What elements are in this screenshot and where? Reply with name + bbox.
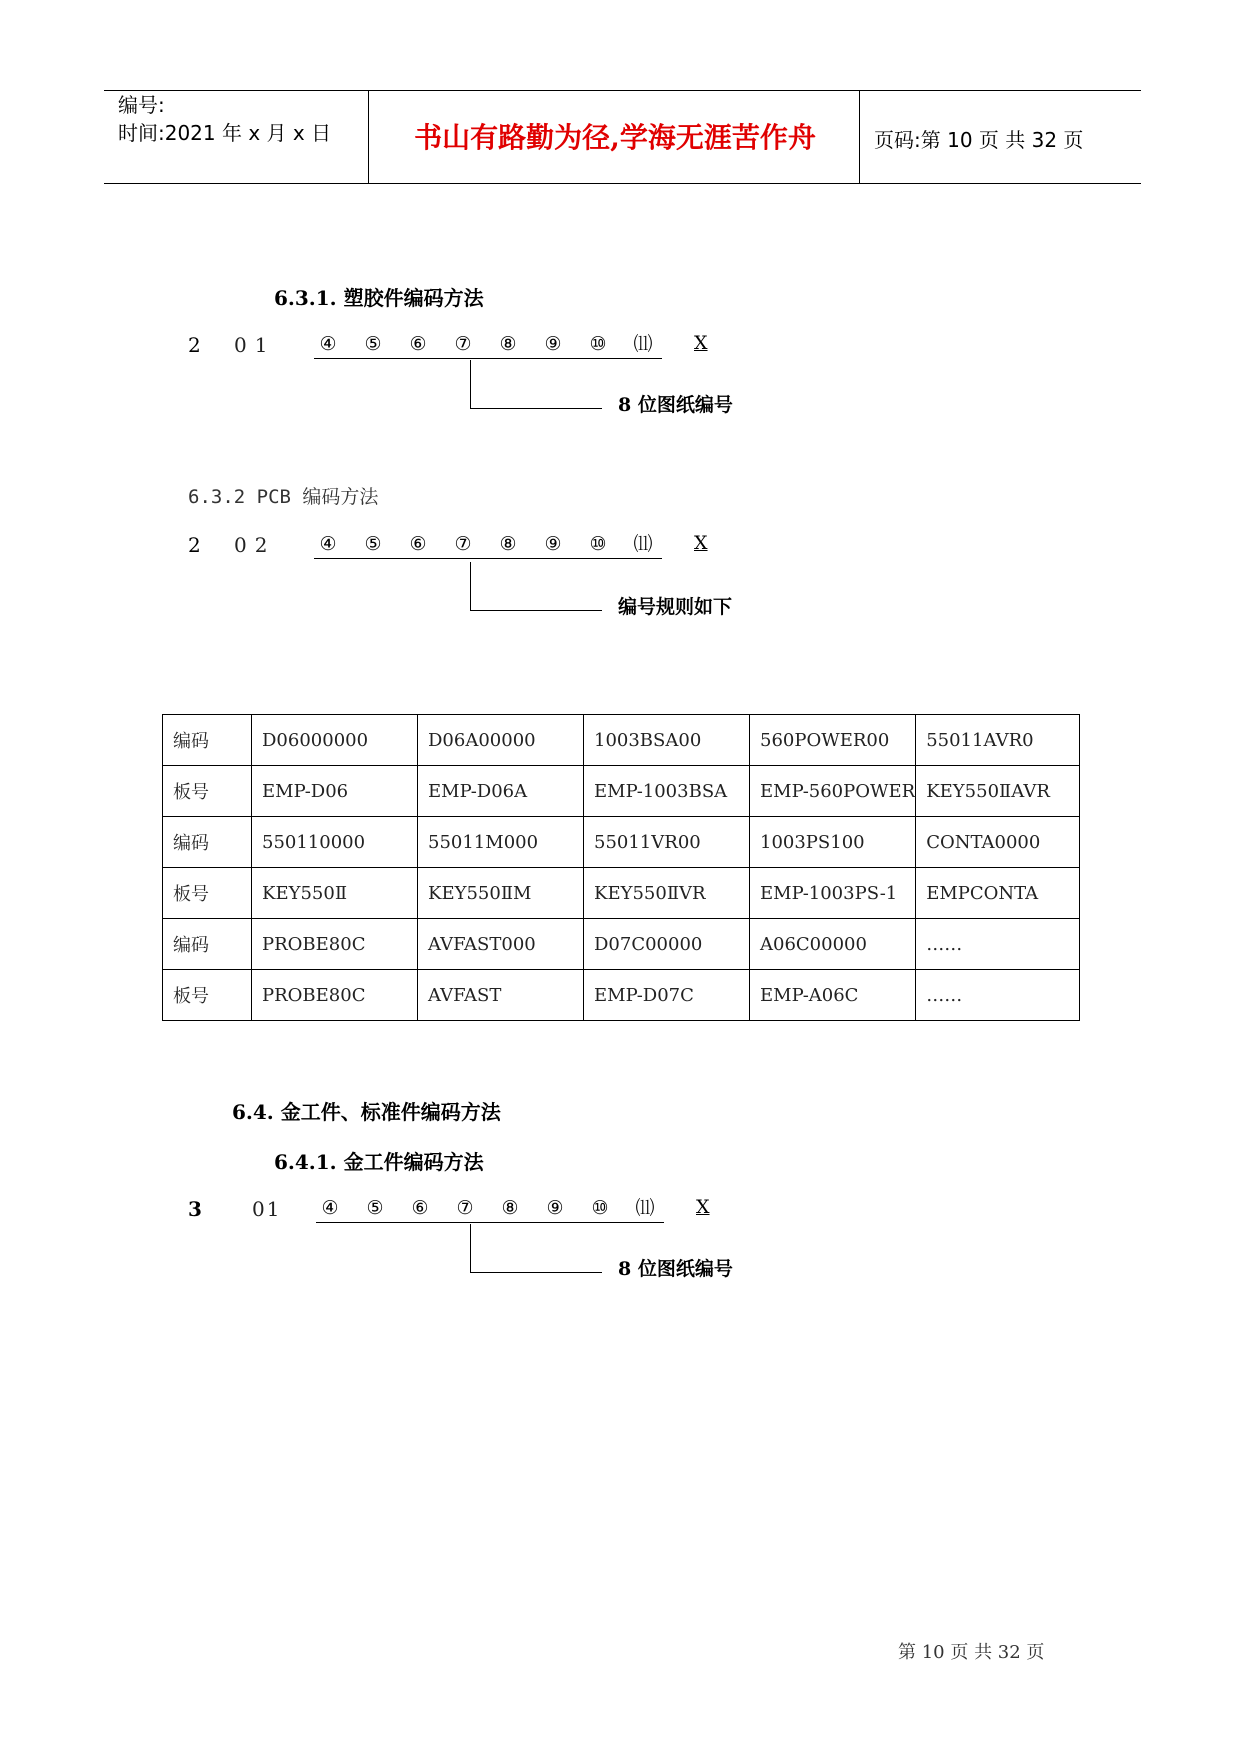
section-heading-6-4: 6.4. 金工件、标准件编码方法 [232,1100,501,1124]
header-time-label: 时间:2021 年 x 月 x 日 [118,121,332,145]
table-cell: 1003BSA00 [584,715,750,766]
code-digit-group [316,1196,664,1223]
code-digit-group [314,532,662,559]
code-digit: ⑦ [454,333,472,355]
table-cell: PROBE80C [252,970,418,1021]
code-digit: ⑥ [411,1197,429,1219]
table-cell: EMP-1003BSA [584,766,750,817]
code-digit: ⑦ [456,1197,474,1219]
table-row [163,766,1080,817]
code-digit: ⑾ [633,533,653,555]
pcb-code-table [162,714,1080,1021]
section-heading: 6.3.1. 塑胶件编码方法 [274,286,484,310]
code-lead-digit: 3 [188,1197,202,1221]
table-cell: 55011VR00 [584,817,750,868]
table-cell: EMP-560POWER [750,766,916,817]
table-cell: …… [916,919,1080,970]
table-cell: PROBE80C [252,919,418,970]
table-cell: 55011M000 [418,817,584,868]
table-cell: EMP-1003PS-1 [750,868,916,919]
header-motto: 书山有路勤为径,学海无涯苦作舟 [414,121,816,154]
code-digit: ⑨ [546,1197,564,1219]
bracket-label: 编号规则如下 [618,596,733,618]
table-row [163,715,1080,766]
table-cell: KEY550ⅡAVR [916,766,1080,817]
section-heading: 6.3.2 PCB 编码方法 [188,486,379,508]
header-top-rule [104,90,1141,91]
code-digit: ⑧ [499,533,517,555]
table-cell: 55011AVR0 [916,715,1080,766]
code-suffix: X [696,1196,710,1218]
code-digit: ⑤ [366,1197,384,1219]
table-cell: D06A00000 [418,715,584,766]
bracket-vertical [470,1224,471,1272]
code-suffix: X [694,332,708,354]
table-cell: EMPCONTA [916,868,1080,919]
code-second-digits: 02 [234,533,276,557]
code-digit: ⑧ [501,1197,519,1219]
bracket-label: 8 位图纸编号 [618,394,733,416]
code-digit: ⑩ [589,333,607,355]
code-digit: ⑨ [544,533,562,555]
table-cell: AVFAST000 [418,919,584,970]
code-digit: ⑾ [633,333,653,355]
bracket-vertical [470,360,471,408]
code-digit-group [314,332,662,359]
code-digit: ⑧ [499,333,517,355]
code-digit: ⑩ [591,1197,609,1219]
table-cell: KEY550ⅡVR [584,868,750,919]
table-cell: 编码 [163,817,252,868]
table-cell: EMP-D06 [252,766,418,817]
code-digit: ⑥ [409,333,427,355]
table-cell: 板号 [163,970,252,1021]
code-lead-digit: 2 [188,533,201,557]
table-cell: 板号 [163,868,252,919]
table-cell: D06000000 [252,715,418,766]
code-second-digits: 01 [234,333,276,357]
header-page-label: 页码:第 10 页 共 32 页 [874,128,1084,152]
bracket-vertical [470,562,471,610]
code-digit: ⑦ [454,533,472,555]
table-cell: EMP-D06A [418,766,584,817]
table-cell: KEY550ⅡM [418,868,584,919]
header-bottom-rule [104,183,1141,184]
footer-page-number: 第 10 页 共 32 页 [898,1642,1045,1663]
code-digit: ⑨ [544,333,562,355]
table-row [163,970,1080,1021]
code-digit: ⑤ [364,533,382,555]
table-cell: EMP-A06C [750,970,916,1021]
header-divider-right [859,90,860,184]
table-cell: EMP-D07C [584,970,750,1021]
table-cell: KEY550Ⅱ [252,868,418,919]
code-lead-digit: 2 [188,333,201,357]
table-row [163,919,1080,970]
bracket-horizontal [470,408,602,409]
table-row [163,868,1080,919]
table-cell: 1003PS100 [750,817,916,868]
table-cell: D07C00000 [584,919,750,970]
bracket-horizontal [470,610,602,611]
code-digit: ④ [319,333,337,355]
header-number-label: 编号: [118,93,165,117]
bracket-label: 8 位图纸编号 [618,1258,733,1280]
code-digit: ④ [319,533,337,555]
table-row [163,817,1080,868]
table-cell: 550110000 [252,817,418,868]
code-suffix: X [694,532,708,554]
code-digit: ⑩ [589,533,607,555]
table-cell: CONTA0000 [916,817,1080,868]
table-cell: 560POWER00 [750,715,916,766]
code-digit: ⑤ [364,333,382,355]
code-second-digits: 01 [252,1197,282,1221]
table-cell: …… [916,970,1080,1021]
table-cell: A06C00000 [750,919,916,970]
code-digit: ⑥ [409,533,427,555]
code-digit: ④ [321,1197,339,1219]
header-divider-left [368,90,369,184]
table-cell: 编码 [163,715,252,766]
code-digit: ⑾ [635,1197,655,1219]
table-cell: AVFAST [418,970,584,1021]
bracket-horizontal [470,1272,602,1273]
table-cell: 编码 [163,919,252,970]
section-heading: 6.4.1. 金工件编码方法 [274,1150,484,1174]
table-cell: 板号 [163,766,252,817]
